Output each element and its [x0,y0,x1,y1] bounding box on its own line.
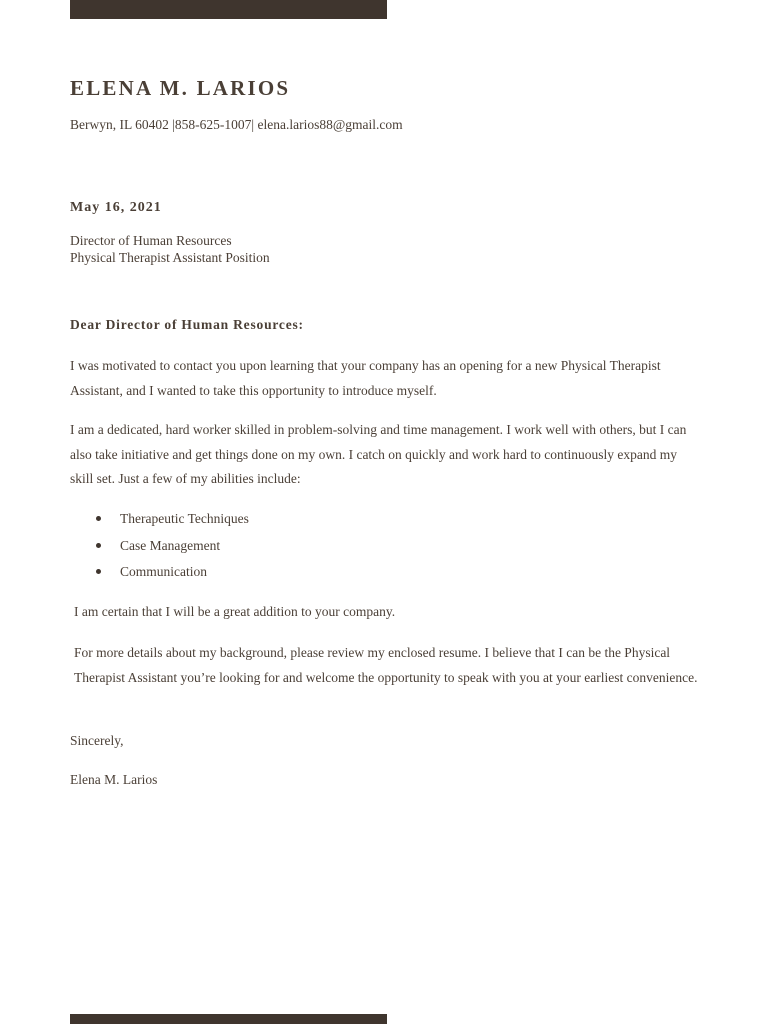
signature-name: Elena M. Larios [70,772,158,787]
salutation: Dear Director of Human Resources: [70,317,304,332]
applicant-name: ELENA M. LARIOS [70,76,291,100]
closing-salutation: Sincerely, [70,733,124,748]
bullet-icon [96,569,101,574]
bullet-icon [96,543,101,548]
certainty-paragraph: I am certain that I will be a great addition to your company. [74,604,396,619]
ability-label: Case Management [120,537,221,553]
recipient-title: Director of Human Resources [70,233,232,248]
list-item [96,561,249,588]
list-item [96,508,249,535]
closing-paragraph: For more details about my background, please review my enclosed resume. I believe that I can be the Physical Therapist Assistant you’re looking for and welcome the opportunity to speak with you at your earliest convenience. [74,645,698,685]
ability-label: Communication [120,564,207,579]
abilities-list [96,508,249,588]
bottom-accent-bar [70,1014,387,1024]
recipient-block [70,232,270,266]
list-item [96,535,249,562]
ability-label: Therapeutic Techniques [120,511,249,526]
top-accent-bar [70,0,387,19]
letter-date: May 16, 2021 [70,200,162,215]
position-title: Physical Therapist Assistant Position [70,250,270,265]
bullet-icon [96,516,101,521]
skills-paragraph: I am a dedicated, hard worker skilled in problem-solving and time management. I work well with others, but I can also take initiative and get things done on my own. I catch on quickly and work hard to continuously expand my skill set. Just a few of my abilities include: [70,422,687,486]
intro-paragraph: I was motivated to contact you upon learning that your company has an opening for a new Physical Therapist Assistant, and I wanted to take this opportunity to introduce myself. [70,358,661,398]
contact-info: Berwyn, IL 60402 |858-625-1007| elena.larios88@gmail.com [70,117,403,132]
